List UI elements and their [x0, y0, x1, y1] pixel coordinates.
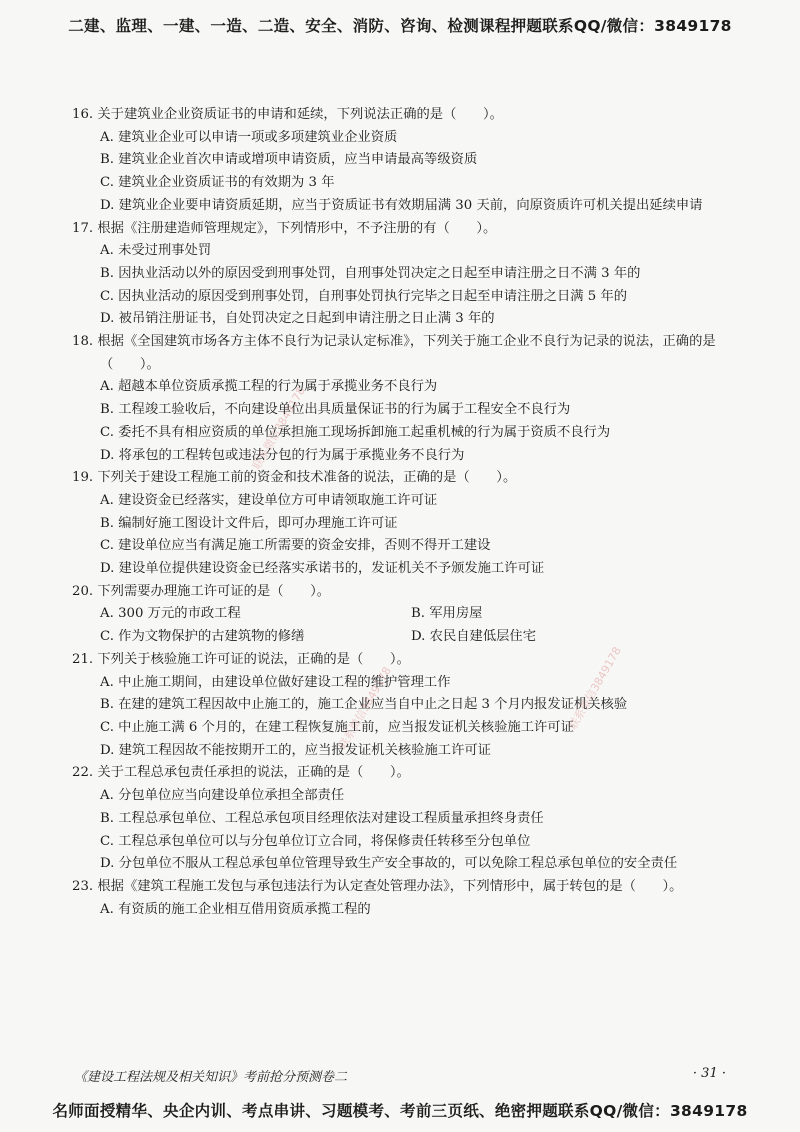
- option-row: [72, 603, 722, 626]
- question-18: [72, 331, 722, 467]
- option-d: D. 分包单位不服从工程总承包单位管理导致生产安全事故的，可以免除工程总承包单位的安全责任: [100, 856, 678, 872]
- question-stem: 23. 根据《建筑工程施工发包与承包违法行为认定查处管理办法》，下列情形中，属于转包的是（ ）。: [72, 878, 683, 894]
- question-list: [72, 104, 722, 921]
- option-a: A. 建设资金已经落实，建设单位方可申请领取施工许可证: [100, 492, 438, 508]
- option-b: B. 工程总承包单位、工程总承包项目经理依法对建设工程质量承担终身责任: [100, 810, 544, 826]
- option-b: B. 因执业活动以外的原因受到刑事处罚，自刑事处罚决定之日起至申请注册之日不满 3 年的: [100, 265, 641, 281]
- question-stem: 17. 根据《注册建造师管理规定》，下列情形中，不予注册的有（ ）。: [72, 220, 497, 236]
- option-c: C. 因执业活动的原因受到刑事处罚，自刑事处罚执行完毕之日起至申请注册之日满 5 年的: [100, 288, 628, 304]
- question-stem: 20. 下列需要办理施工许可证的是（ ）。: [72, 583, 331, 599]
- watermark: 联系微信3849178: [336, 664, 394, 752]
- option-c: C. 工程总承包单位可以与分包单位订立合同，将保修责任转移至分包单位: [100, 833, 531, 849]
- option-b: B. 在建的建筑工程因故中止施工的，施工企业应当自中止之日起 3 个月内报发证机关核验: [100, 697, 628, 713]
- option-a: A. 分包单位应当向建设单位承担全部责任: [100, 788, 345, 804]
- option-a: A. 有资质的施工企业相互借用资质承揽工程的: [100, 901, 371, 917]
- option-b: B. 工程竣工验收后，不向建设单位出具质量保证书的行为属于工程安全不良行为: [100, 402, 571, 418]
- option-c: C. 建设单位应当有满足施工所需要的资金安排，否则不得开工建设: [100, 538, 491, 554]
- option-d: D. 建筑工程因故不能按期开工的，应当报发证机关核验施工许可证: [100, 742, 491, 758]
- question-20: [72, 581, 722, 649]
- option-d: D. 建设单位提供建设资金已经落实承诺书的，发证机关不予颁发施工许可证: [100, 561, 545, 577]
- watermark: 联系微信3849178: [566, 644, 624, 732]
- option-c: C. 作为文物保护的古建筑物的修缮: [100, 629, 305, 645]
- watermark: 联系微信3849178: [250, 384, 308, 472]
- question-19: [72, 467, 722, 581]
- option-d: D. 被吊销注册证书，自处罚决定之日起到申请注册之日止满 3 年的: [100, 311, 495, 327]
- option-c: C. 中止施工满 6 个月的，在建工程恢复施工前，应当报发证机关核验施工许可证: [100, 719, 574, 735]
- option-b: B. 编制好施工图设计文件后，即可办理施工许可证: [100, 515, 398, 531]
- option-a: A. 未受过刑事处罚: [100, 243, 212, 259]
- option-c: C. 建筑业企业资质证书的有效期为 3 年: [100, 175, 335, 191]
- option-d: D. 将承包的工程转包或违法分包的行为属于承揽业务不良行为: [100, 447, 465, 463]
- question-stem: 18. 根据《全国建筑市场各方主体不良行为记录认定标准》，下列关于施工企业不良行为记录的说法，正确的是（ ）。: [72, 334, 716, 372]
- question-stem: 19. 下列关于建设工程施工前的资金和技术准备的说法，正确的是（ ）。: [72, 470, 517, 486]
- option-row: [72, 626, 722, 649]
- question-23: [72, 876, 722, 921]
- question-16: [72, 104, 722, 218]
- option-a: A. 中止施工期间，由建设单位做好建设工程的维护管理工作: [100, 674, 451, 690]
- option-a: A. 建筑业企业可以申请一项或多项建筑业企业资质: [100, 129, 398, 145]
- question-21: [72, 649, 722, 763]
- question-22: [72, 762, 722, 876]
- option-c: C. 委托不具有相应资质的单位承担施工现场拆卸施工起重机械的行为属于资质不良行为: [100, 424, 611, 440]
- question-stem: 16. 关于建筑业企业资质证书的申请和延续，下列说法正确的是（ ）。: [72, 107, 503, 122]
- option-b: B. 建筑业企业首次申请或增项申请资质，应当申请最高等级资质: [100, 152, 478, 168]
- option-b: B. 军用房屋: [411, 606, 483, 622]
- page-footer: [74, 1066, 726, 1085]
- footer-banner: 名师面授精华、央企内训、考点串讲、习题模考、考前三页纸、绝密押题联系QQ/微信：3849178: [52, 1102, 748, 1120]
- header-banner: 二建、监理、一建、一造、二造、安全、消防、咨询、检测课程押题联系QQ/微信：3849178: [68, 17, 732, 35]
- page-number: · 31 ·: [692, 1066, 726, 1081]
- option-a: A. 超越本单位资质承揽工程的行为属于承揽业务不良行为: [100, 379, 438, 395]
- question-17: [72, 218, 722, 332]
- option-d: D. 建筑业企业要申请资质延期，应当于资质证书有效期届满 30 天前，向原资质许可机关提出延续申请: [100, 197, 703, 213]
- question-stem: 21. 下列关于核验施工许可证的说法，正确的是（ ）。: [72, 651, 410, 667]
- book-title: 《建设工程法规及相关知识》考前抢分预测卷二: [74, 1070, 348, 1085]
- option-a: A. 300 万元的市政工程: [100, 606, 241, 622]
- option-d: D. 农民自建低层住宅: [411, 629, 537, 645]
- question-stem: 22. 关于工程总承包责任承担的说法，正确的是（ ）。: [72, 765, 410, 781]
